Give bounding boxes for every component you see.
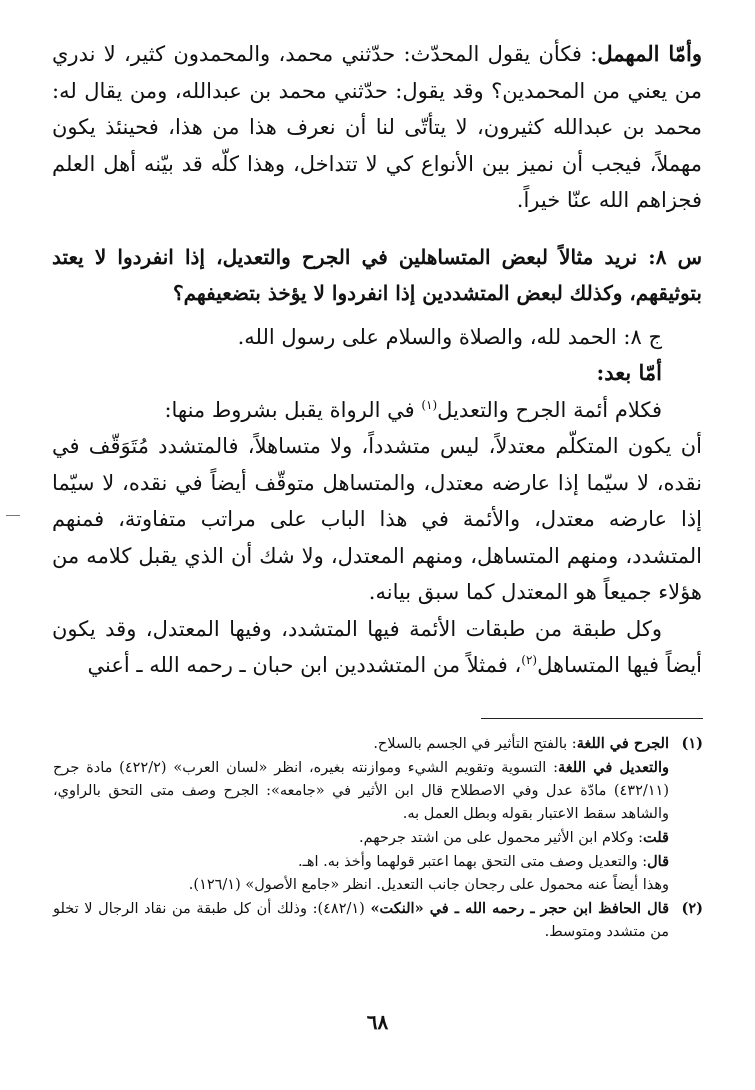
footnote-1-line-3 (53, 826, 669, 850)
paragraph-muhmal-text: : فكأن يقول المحدّث: حدّثني محمد، والمحمدون كثير، لا ندري من يعني من المحمدين؟ وقد يقول: حدّثني محمد بن عبدالله، ومن يقال له: محمد بن عبدالله كثيرون، لا يتأتّى لنا أن نعرف هذا من هذا، فحينئذ يكون مهملاً، فيجب أن نميز بين الأنواع كي لا تتداخل، وهذا كلّه قد بيّنه أهل العلم فجزاهم الله عنّا خيراً. (52, 42, 702, 212)
footnote-1-qultu-text: : وكلام ابن الأثير محمول على من اشتد جرحهم. (358, 830, 644, 846)
footnote-1-line-4 (53, 850, 669, 874)
term-muhmal: وأمّا المهمل (597, 41, 703, 66)
amma-baad: أمّا بعد: (596, 360, 662, 385)
footnote-1-term-qultu: قلت (643, 829, 669, 846)
footnote-1-body (53, 732, 669, 897)
footnote-1-term-jarh: الجرح في اللغة (576, 735, 669, 752)
main-text (52, 36, 702, 684)
footnote-1-number: (١) (681, 735, 703, 752)
footnote-1 (53, 732, 703, 897)
footnote-separator (481, 718, 703, 719)
footnote-2 (53, 897, 703, 944)
footnote-ref-2: (٢) (521, 653, 538, 667)
footnote-1-tadil-text: : التسوية وتقويم الشيء وموازنته بغيره، انظر «لسان العرب» (٤٢٢/٢) مادة جرح (٤٣٢/١١) مادّة عدل وفي الاصطلاح قال ابن الأثير في «جامعه»: الجرح وصف متى التحق بالراوي، والشاهد سقط الاعتبار بقوله وبطل العمل به. (53, 760, 669, 822)
footnote-1-line-1 (53, 732, 669, 756)
paragraph-levels (52, 611, 702, 684)
footnote-1-jarh-text: : بالفتح التأثير في الجسم بالسلاح. (373, 736, 577, 752)
footnote-1-term-qala: قال (647, 853, 669, 870)
paragraph-conditions-start: فكلام أئمة الجرح والتعديل (437, 397, 662, 422)
question-8: س ٨: نريد مثالاً لبعض المتساهلين في الجرح والتعديل، إذا انفردوا لا يعتد بتوثيقهم، وكذلك لبعض المتشددين إذا انفردوا لا يؤخذ بتضعيفهم؟ (52, 244, 702, 305)
paragraph-muhmal (52, 36, 702, 219)
footnotes (53, 732, 703, 944)
margin-mark (6, 515, 20, 516)
footnote-1-line-2 (53, 756, 669, 826)
footnote-1-line-5: وهذا أيضاً عنه محمول على رجحان جانب التعديل. انظر «جامع الأصول» (١٢٦/١). (188, 877, 669, 893)
footnote-1-term-tadil: والتعديل في اللغة (558, 759, 669, 776)
footnote-2-body (53, 897, 669, 944)
paragraph-conditions-end: في الرواة يقبل بشروط منها: (164, 397, 422, 422)
footnote-1-qala-text: : والتعديل وصف متى التحق بهما اعتبر قولهما وأخذ به. اهـ. (298, 854, 648, 870)
footnote-2-text (53, 897, 669, 944)
footnote-ref-1: (١) (421, 397, 438, 412)
paragraph-levels-start: وكل طبقة من طبقات الأئمة فيها المتشدد، وفيها المعتدل، وقد يكون أيضاً فيها المتساهل (52, 616, 702, 677)
footnote-2-number: (٢) (681, 900, 703, 917)
footnote-2-quote: (٤٨٢/١): وذلك أن كل طبقة من نقاد الرجال لا تخلو من متشدد ومتوسط. (53, 901, 669, 940)
paragraph-moderate: أن يكون المتكلّم معتدلاً، ليس متشدداً، ولا متساهلاً، فالمتشدد مُتَوَقّف في نقده، لا سيّما إذا عارضه معتدل، والمتساهل متوقّف أيضاً في نقده، لا سيّما إذا عارضه معتدل، والأئمة في هذا الباب على مراتب متفاوتة، فمنهم المتشدد، ومنهم المتساهل، ومنهم المعتدل، ولا شك أن الذي يقبل كلامه من هؤلاء جميعاً هو المعتدل كما سبق بيانه. (52, 434, 702, 604)
paragraph-levels-end: ، فمثلاً من المتشددين ابن حبان ـ رحمه الله ـ أعني (87, 653, 522, 677)
paragraph-conditions (52, 392, 702, 429)
answer-8-intro: ج ٨: الحمد لله، والصلاة والسلام على رسول الله. (237, 324, 662, 349)
page-number: ٦٨ (366, 1010, 389, 1034)
footnote-2-source: قال الحافظ ابن حجر ـ رحمه الله ـ في «النكت» (370, 900, 670, 917)
